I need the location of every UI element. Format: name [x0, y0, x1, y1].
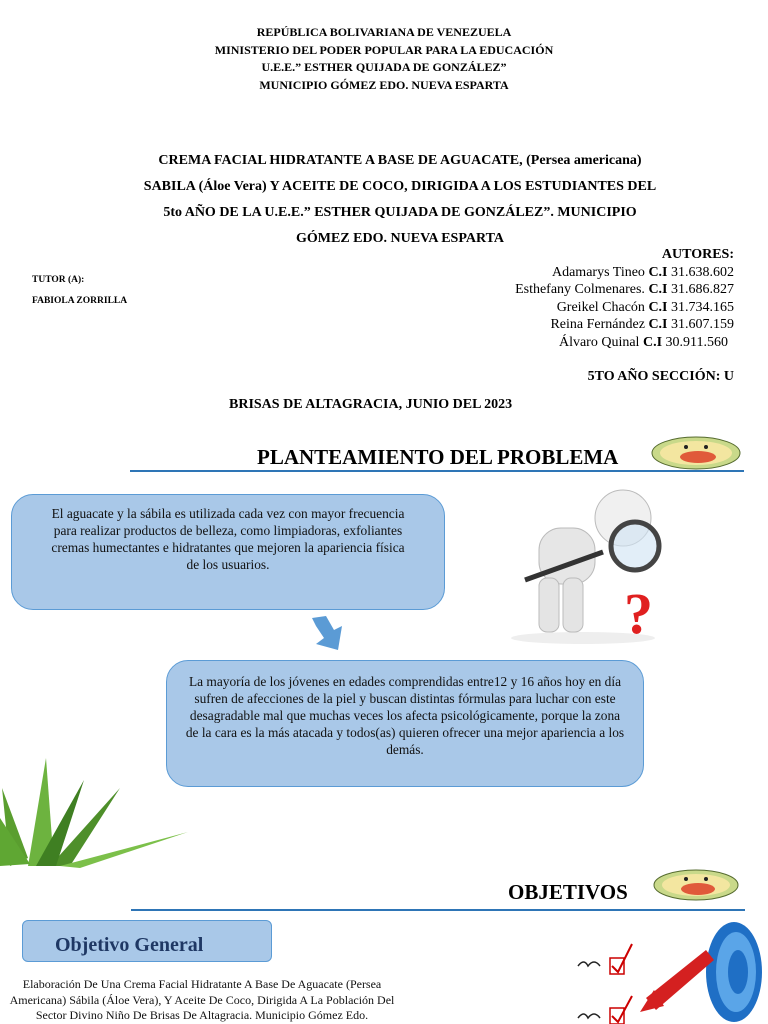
checklist-icon	[574, 940, 638, 1024]
problem-box-1-text: El aguacate y la sábila es utilizada cada vez con mayor frecuencia para realizar productos de belleza, como limpiadoras, exfoliantes cremas humectantes e hidratantes que mejoren la apariencia física de los usuarios.	[51, 506, 405, 572]
title-line-2: SABILA (Áloe Vera) Y ACEITE DE COCO, DIRIGIDA A LOS ESTUDIANTES DEL	[143, 179, 657, 194]
authors-block	[404, 246, 734, 351]
objective-general-text: Elaboración De Una Crema Facial Hidratante A Base De Aguacate (Persea Americana) Sábila (Áloe Vera), Y Aceite De Coco, Dirigida A La Población Del Sector Divino Niño De Brisas De Altagracia. Municipio Gómez Edo.	[9, 977, 395, 1022]
avocado-icon	[650, 866, 742, 904]
author-ci: 31.638.602	[671, 264, 734, 280]
title-line-1: CREMA FACIAL HIDRATANTE A BASE DE AGUACATE, (Persea americana)	[158, 153, 642, 168]
objective-general-box	[22, 920, 272, 962]
author-name: Reina Fernández	[550, 317, 645, 332]
target-icon	[636, 920, 762, 1024]
title-line-4: GÓMEZ EDO. NUEVA ESPARTA	[296, 231, 504, 246]
section-label: 5TO AÑO SECCIÓN: U	[587, 369, 734, 384]
author-name: Greikel Chacón	[556, 299, 645, 315]
author-ci: 31.734.165	[671, 299, 734, 315]
objective-general-label: Objetivo General	[55, 934, 204, 956]
author-ci: 30.911.560	[665, 334, 728, 350]
question-mark-icon: ?	[624, 581, 653, 646]
author-row	[404, 281, 734, 299]
author-name: Álvaro Quinal	[558, 334, 640, 350]
ci-label: C.I	[648, 282, 668, 297]
author-row	[404, 264, 734, 282]
problem-box-2	[166, 660, 644, 787]
ci-label: C.I	[648, 299, 668, 315]
place-date: BRISAS DE ALTAGRACIA, JUNIO DEL 2023	[229, 397, 513, 412]
ci-label: C.I	[648, 264, 668, 280]
author-ci: 31.607.159	[671, 317, 734, 332]
header-line-4: MUNICIPIO GÓMEZ EDO. NUEVA ESPARTA	[259, 77, 509, 92]
author-ci: 31.686.827	[671, 282, 734, 297]
title-line-3: 5to AÑO DE LA U.E.E.” ESTHER QUIJADA DE GONZÁLEZ”. MUNICIPIO	[163, 205, 637, 220]
avocado-icon	[648, 433, 744, 473]
ci-label: C.I	[642, 334, 663, 350]
objectives-heading: OBJETIVOS	[508, 880, 628, 904]
problem-heading: PLANTEAMIENTO DEL PROBLEMA	[257, 445, 619, 469]
author-row	[404, 299, 734, 317]
problem-box-2-text: La mayoría de los jóvenes en edades comprendidas entre12 y 16 años hoy en día sufren de afecciones de la piel y buscan distintas fórmulas para luchar con este desagradable mal que muchas veces los afecta psicológicamente, porque la zona de la cara es la más atacada y todos(as) quieren ofrecer una mejor apariencia a los demás.	[185, 674, 625, 757]
author-row	[404, 316, 734, 334]
authors-heading: AUTORES:	[661, 247, 734, 262]
arrow-down-icon	[306, 614, 344, 652]
institution-header	[0, 24, 768, 94]
tutor-name: FABIOLA ZORRILLA	[32, 296, 128, 306]
tutor-label: TUTOR (A):	[32, 275, 85, 285]
author-row	[404, 334, 734, 352]
ci-label: C.I	[648, 317, 668, 332]
header-line-1: REPÚBLICA BOLIVARIANA DE VENEZUELA	[256, 25, 512, 39]
aloe-plant-icon	[0, 758, 190, 868]
header-line-2: MINISTERIO DEL PODER POPULAR PARA LA EDUCACIÓN	[214, 42, 554, 57]
author-name: Esthefany Colmenares.	[515, 282, 645, 297]
problem-box-1	[11, 494, 445, 610]
author-name: Adamarys Tineo	[551, 264, 645, 280]
project-title	[110, 148, 690, 252]
header-line-3: U.E.E.” ESTHER QUIJADA DE GONZÁLEZ”	[261, 60, 507, 74]
objectives-divider	[131, 909, 745, 911]
